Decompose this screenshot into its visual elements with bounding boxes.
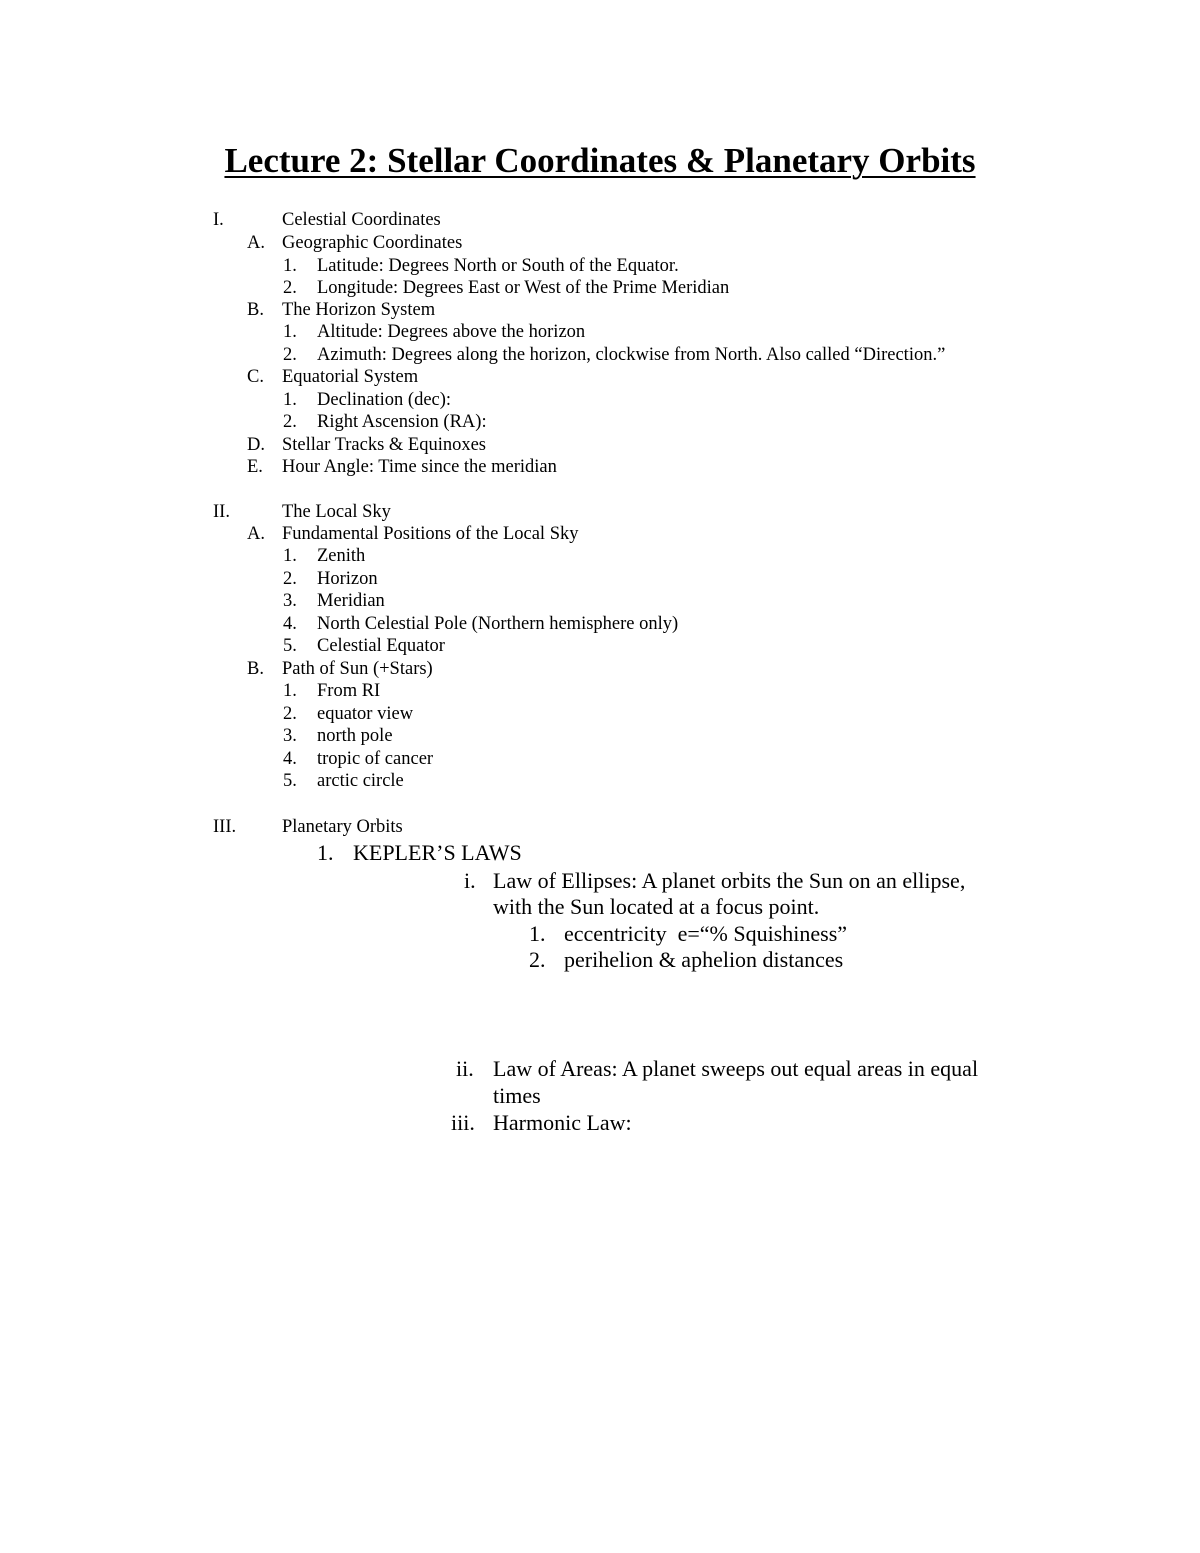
item-text: From RI [317, 681, 381, 701]
section-heading: Celestial Coordinates [282, 210, 441, 230]
item-number: 1. [283, 681, 297, 701]
item-text: Zenith [317, 546, 366, 566]
roman-numeral: i. [464, 868, 476, 893]
section-heading: Planetary Orbits [282, 817, 403, 837]
subsection-heading: The Horizon System [282, 300, 436, 320]
item-number: 2. [529, 947, 546, 972]
roman-numeral: ii. [456, 1056, 474, 1081]
subsection-heading: Hour Angle: Time since the meridian [282, 457, 557, 477]
item-text: north pole [317, 726, 393, 746]
law-text: Harmonic Law: [493, 1110, 632, 1135]
item-text: arctic circle [317, 771, 404, 791]
roman-numeral: iii. [451, 1110, 475, 1135]
item-text: Altitude: Degrees above the horizon [317, 322, 586, 342]
item-text: tropic of cancer [317, 749, 434, 769]
item-number: 1. [529, 921, 546, 946]
subsection-heading: Equatorial System [282, 367, 419, 387]
subsection-heading: Fundamental Positions of the Local Sky [282, 524, 579, 544]
item-number: 5. [283, 636, 297, 656]
item-text: Declination (dec): [317, 390, 452, 410]
item-text: Longitude: Degrees East or West of the Prime Meridian [317, 278, 730, 298]
item-text: equator view [317, 704, 414, 724]
section-numeral: I. [213, 210, 224, 230]
item-number: 5. [283, 771, 297, 791]
law-text: Law of Ellipses: A planet orbits the Sun on an ellipse, [493, 868, 966, 893]
subsection-letter: B. [247, 659, 264, 679]
law-text-continued: times [493, 1083, 541, 1108]
section-numeral: II. [213, 502, 230, 522]
law-text-continued: with the Sun located at a focus point. [493, 894, 820, 919]
subsection-letter: A. [247, 233, 265, 253]
page-title: Lecture 2: Stellar Coordinates & Planetary Orbits [224, 141, 976, 180]
subsection-letter: C. [247, 367, 264, 387]
item-number: 1. [283, 256, 297, 276]
subsection-letter: E. [247, 457, 263, 477]
item-number: 1. [283, 546, 297, 566]
item-text: Horizon [317, 569, 378, 589]
item-number: 2. [283, 704, 297, 724]
item-number: 3. [283, 591, 297, 611]
item-text: Celestial Equator [317, 636, 445, 656]
section-numeral: III. [213, 817, 237, 837]
item-number: 2. [283, 345, 297, 365]
item-text: North Celestial Pole (Northern hemisphere only) [317, 614, 679, 634]
section-heading: The Local Sky [282, 502, 391, 522]
item-number: 1. [317, 840, 334, 865]
item-text: KEPLER’S LAWS [353, 840, 522, 865]
item-number: 2. [283, 412, 297, 432]
item-number: 1. [283, 322, 297, 342]
item-text: Azimuth: Degrees along the horizon, clockwise from North. Also called “Direction.” [317, 345, 946, 365]
item-text: eccentricity e=“% Squishiness” [564, 921, 848, 946]
subsection-letter: D. [247, 435, 265, 455]
item-number: 3. [283, 726, 297, 746]
item-number: 4. [283, 614, 297, 634]
item-text: Latitude: Degrees North or South of the Equator. [317, 256, 679, 276]
item-number: 2. [283, 569, 297, 589]
item-text: Meridian [317, 591, 385, 611]
subsection-heading: Geographic Coordinates [282, 233, 463, 253]
item-text: Right Ascension (RA): [317, 412, 487, 432]
law-text: Law of Areas: A planet sweeps out equal areas in equal [493, 1056, 979, 1081]
subsection-heading: Path of Sun (+Stars) [282, 659, 433, 679]
item-number: 1. [283, 390, 297, 410]
item-text: perihelion & aphelion distances [564, 947, 844, 972]
item-number: 2. [283, 278, 297, 298]
subsection-letter: B. [247, 300, 264, 320]
item-number: 4. [283, 749, 297, 769]
subsection-heading: Stellar Tracks & Equinoxes [282, 435, 487, 455]
subsection-letter: A. [247, 524, 265, 544]
